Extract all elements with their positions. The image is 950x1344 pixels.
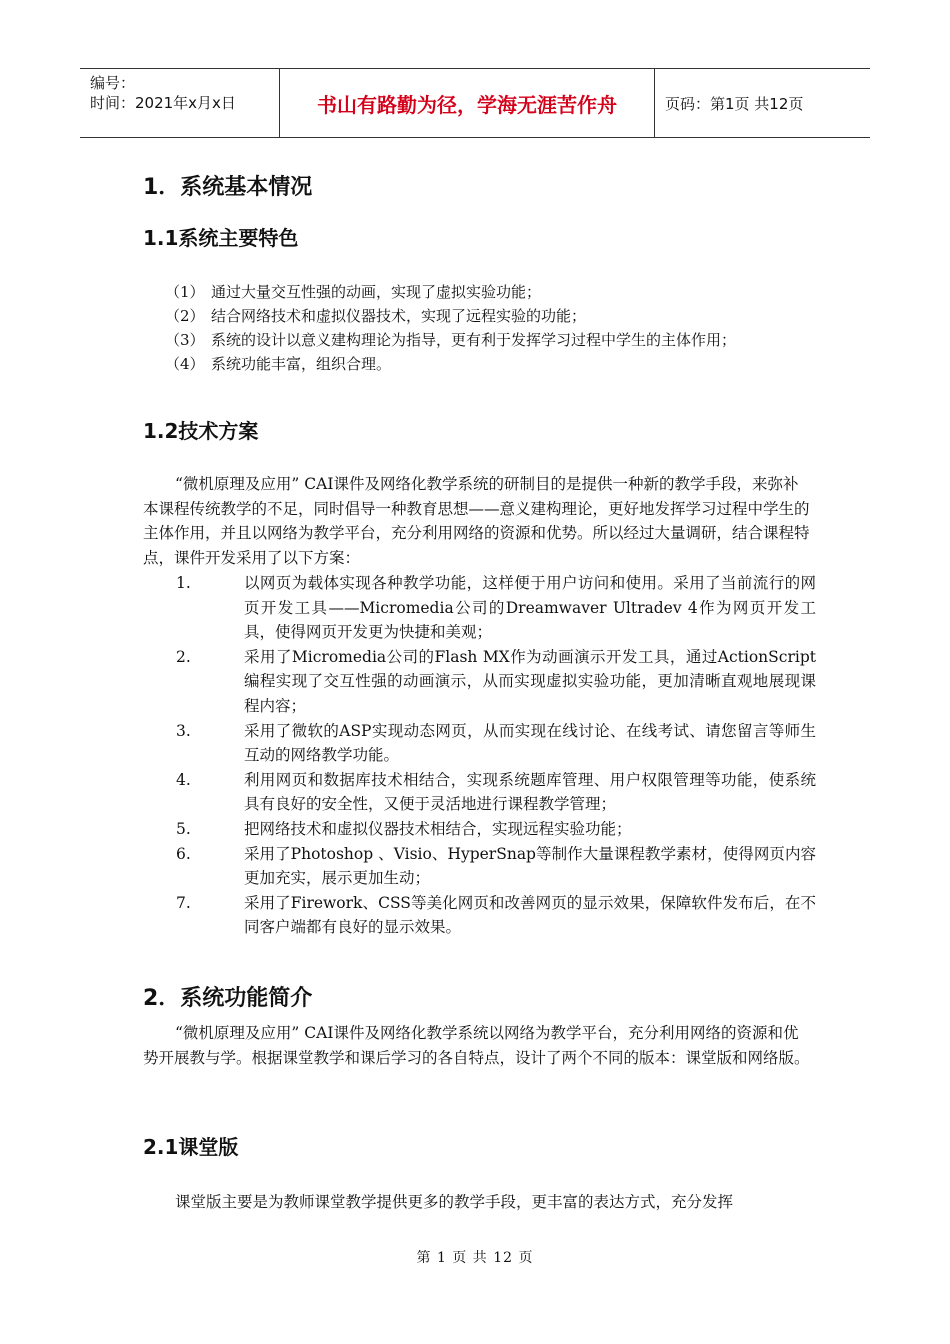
section-1-title: 1．系统基本情况: [143, 175, 313, 200]
section-1-1-title: 1.1系统主要特色: [143, 226, 299, 250]
step-number: 7.: [176, 893, 191, 912]
step-text: 以网页为载体实现各种教学功能，这样便于用户访问和使用。采用了当前流行的网页开发工具——Micromedia公司的Dreamwaver Ultradev 4作为网页开发工具，使得网页开发更为快捷和美观；: [244, 574, 816, 642]
step-text: 采用了Micromedia公司的Flash MX作为动画演示开发工具，通过ActionScript编程实现了交互性强的动画演示，从而实现虚拟实验功能，更加清晰直观地展现课程内容；: [244, 647, 816, 715]
feature-text: 通过大量交互性强的动画，实现了虚拟实验功能；: [211, 283, 542, 301]
section-2-title: 2．系统功能简介: [143, 986, 313, 1011]
list-item: [176, 891, 816, 940]
list-item: [176, 571, 816, 645]
list-item: [165, 280, 815, 304]
step-text: 采用了Photoshop 、Visio、HyperSnap等制作大量课程教学素材，使得网页内容更加充实，展示更加生动；: [244, 844, 816, 888]
list-item: [176, 768, 816, 817]
feature-number: （2）: [165, 307, 205, 325]
step-number: 2.: [176, 647, 191, 666]
number-label: 编号：: [90, 74, 136, 92]
step-number: 1.: [176, 574, 191, 592]
step-text: 采用了微软的ASP实现动态网页，从而实现在线讨论、在线考试、请您留言等师生互动的网络教学功能。: [244, 721, 816, 765]
step-number: 4.: [176, 770, 191, 789]
step-number: 5.: [176, 819, 191, 838]
list-item: [176, 645, 816, 719]
feature-text: 系统的设计以意义建构理论为指导，更有利于发挥学习过程中学生的主体作用；: [211, 331, 737, 349]
feature-text: 系统功能丰富，组织合理。: [211, 355, 392, 373]
list-item: [165, 328, 815, 352]
section-2-1-title: 2.1课堂版: [143, 1135, 239, 1159]
tech-plan-steps: [176, 571, 816, 940]
feature-list: [165, 280, 815, 376]
feature-number: （3）: [165, 331, 205, 349]
step-text: 把网络技术和虚拟仪器技术相结合，实现远程实验功能；: [244, 819, 632, 838]
feature-number: （4）: [165, 355, 205, 373]
list-item: [165, 304, 815, 328]
list-item: [176, 817, 816, 842]
classroom-version-paragraph: 课堂版主要是为教师课堂教学提供更多的教学手段，更丰富的表达方式，充分发挥: [175, 1193, 734, 1211]
list-item: [176, 842, 816, 891]
page-header: [80, 68, 870, 138]
list-item: [176, 719, 816, 768]
feature-number: （1）: [165, 283, 205, 301]
step-text: 采用了Firework、CSS等美化网页和改善网页的显示效果，保障软件发布后，在不同客户端都有良好的显示效果。: [244, 893, 816, 937]
page-footer: 第 1 页 共 12 页: [416, 1250, 534, 1266]
header-page-info: 页码：第1页 共12页: [665, 94, 804, 113]
step-number: 6.: [176, 844, 191, 863]
tech-plan-paragraph: “微机原理及应用” CAI课件及网络化教学系统的研制目的是提供一种新的教学手段，来弥补本课程传统教学的不足，同时倡导一种教育思想——意义建构理论，更好地发挥学习过程中学生的主体作用，并且以网络为教学平台，充分利用网络的资源和优势。所以经过大量调研，结合课程特点，课件开发采用了以下方案：: [143, 475, 810, 567]
list-item: [165, 352, 815, 376]
function-intro-paragraph: “微机原理及应用” CAI课件及网络化教学系统以网络为教学平台，充分利用网络的资源和优势开展教与学。根据课堂教学和课后学习的各自特点，设计了两个不同的版本：课堂版和网络版。: [143, 1024, 810, 1067]
date-label: 时间：2021年x月x日: [90, 94, 236, 112]
step-text: 利用网页和数据库技术相结合，实现系统题库管理、用户权限管理等功能，使系统具有良好的安全性，又便于灵活地进行课程教学管理；: [244, 770, 816, 814]
section-1-2-title: 1.2技术方案: [143, 419, 259, 443]
header-meta: [80, 69, 280, 137]
feature-text: 结合网络技术和虚拟仪器技术，实现了远程实验的功能；: [211, 307, 587, 325]
header-motto: 书山有路勤为径，学海无涯苦作舟: [280, 69, 655, 137]
step-number: 3.: [176, 721, 191, 740]
